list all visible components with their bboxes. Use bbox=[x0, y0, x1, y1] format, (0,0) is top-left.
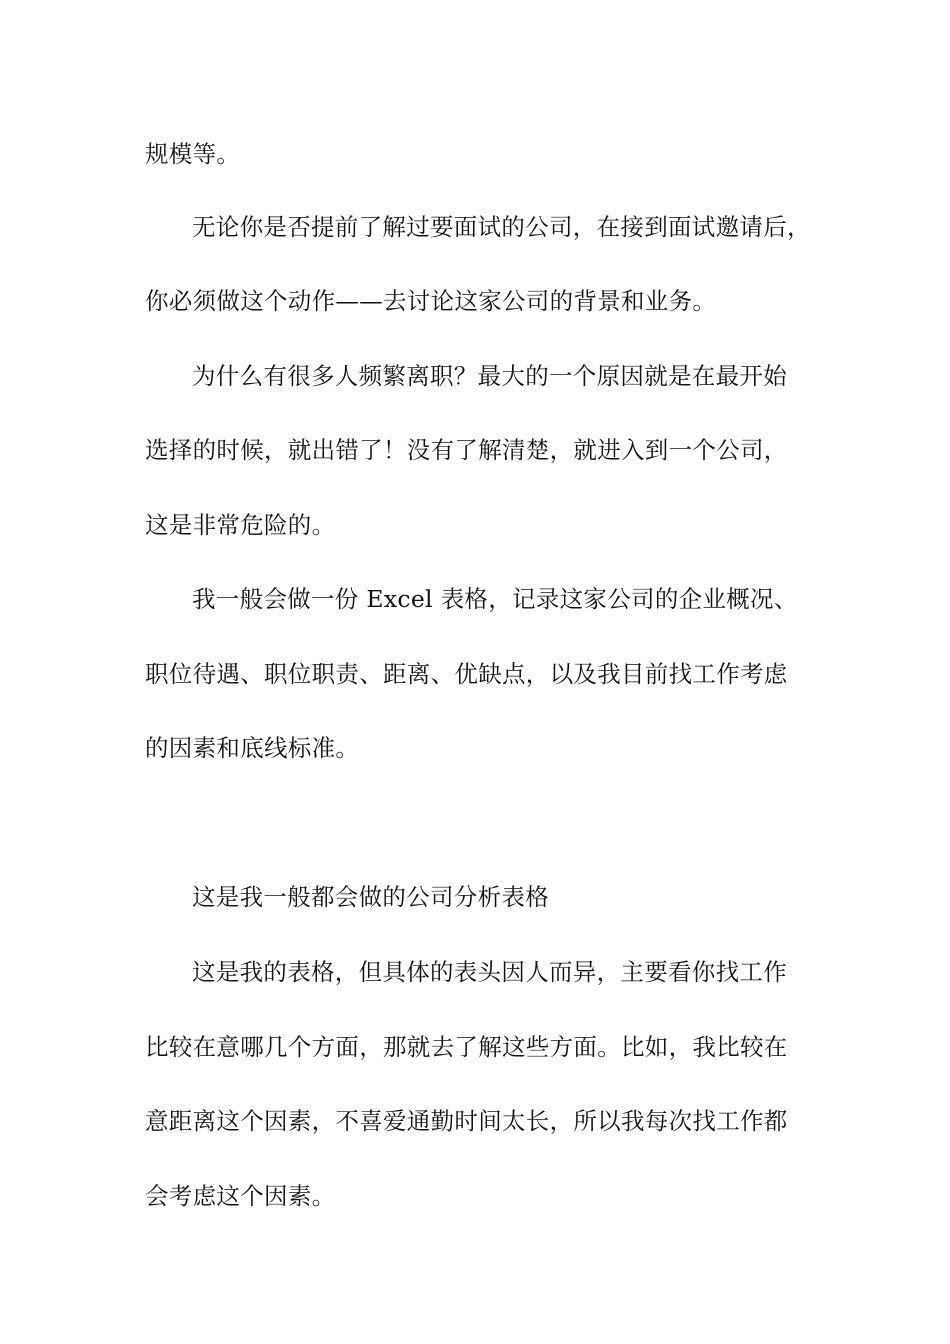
text-line: 的因素和底线标准。 bbox=[145, 734, 360, 762]
text-line: 这是非常危险的。 bbox=[145, 511, 336, 539]
text-line: 你必须做这个动作——去讨论这家公司的背景和业务。 bbox=[145, 287, 717, 315]
caption-line: 这是我一般都会做的公司分析表格 bbox=[192, 883, 549, 911]
paragraph-first-line: 我一般会做一份 Excel 表格，记录这家公司的企业概况、 bbox=[192, 585, 798, 613]
paragraph-first-line: 无论你是否提前了解过要面试的公司，在接到面试邀请后， bbox=[192, 213, 811, 241]
text-line: 意距离这个因素，不喜爱通勤时间太长，所以我每次找工作都 bbox=[145, 1107, 788, 1135]
text-line: 规模等。 bbox=[145, 140, 241, 168]
text-line: 会考虑这个因素。 bbox=[145, 1182, 336, 1210]
paragraph-first-line: 为什么有很多人频繁离职？最大的一个原因就是在最开始 bbox=[192, 362, 787, 390]
text-line: 比较在意哪几个方面，那就去了解这些方面。比如，我比较在 bbox=[145, 1033, 788, 1061]
text-line: 职位待遇、职位职责、距离、优缺点，以及我目前找工作考虑 bbox=[145, 660, 788, 688]
text-line: 选择的时候，就出错了！没有了解清楚，就进入到一个公司， bbox=[145, 436, 788, 464]
paragraph-first-line: 这是我的表格，但具体的表头因人而异，主要看你找工作 bbox=[192, 958, 787, 986]
